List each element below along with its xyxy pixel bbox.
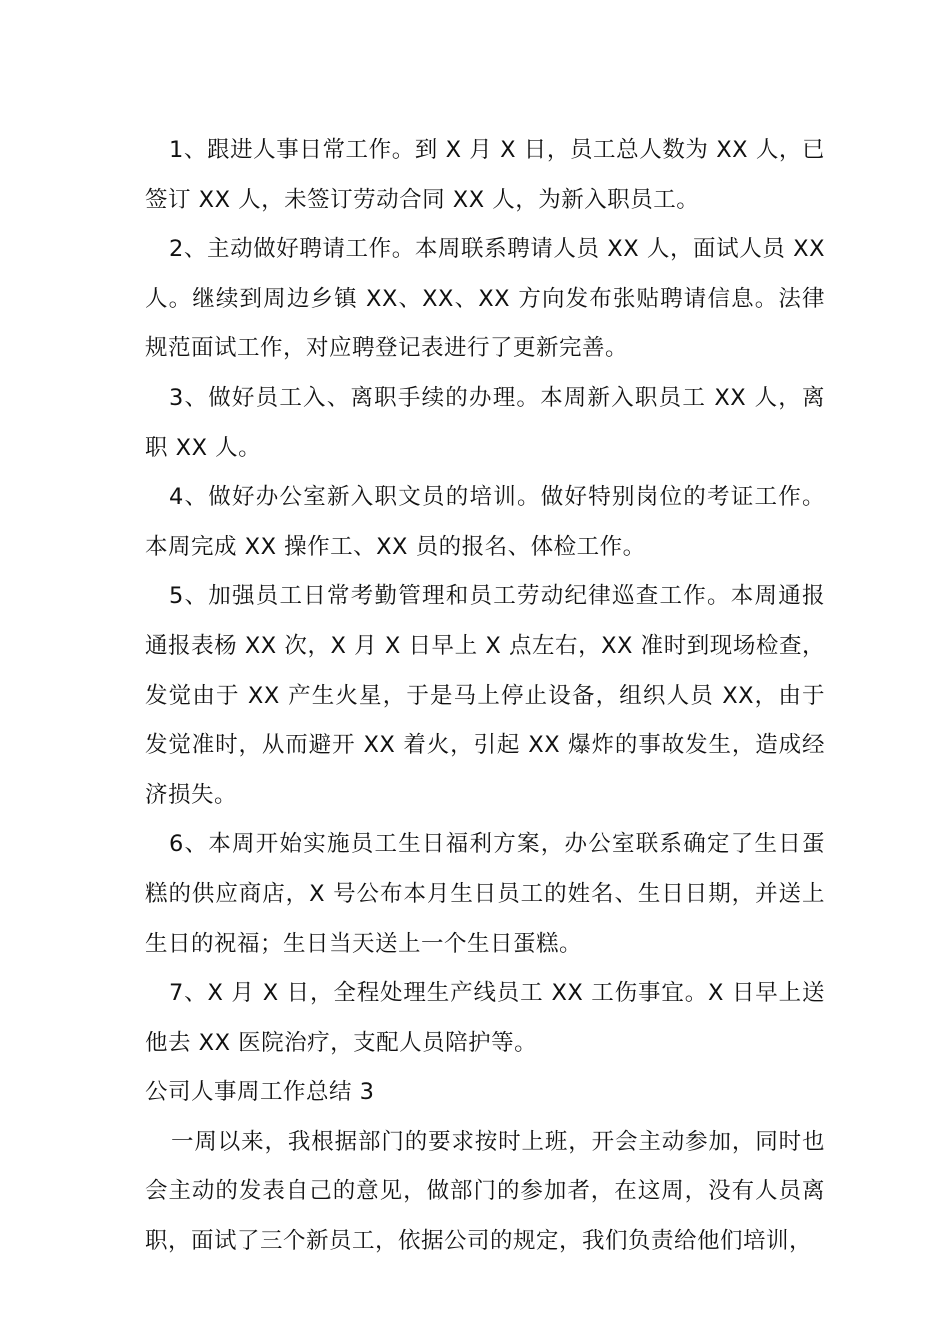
paragraph-3: 3、做好员工入、离职手续的办理。本周新入职员工 XX 人，离职 XX 人。 bbox=[145, 384, 825, 461]
paragraph-1: 1、跟进人事日常工作。到 X 月 X 日，员工总人数为 XX 人，已签订 XX 人，未签订劳动合同 XX 人，为新入职员工。 bbox=[145, 137, 825, 213]
document-body bbox=[145, 126, 825, 1267]
section-heading: 公司人事周工作总结 3 bbox=[145, 1079, 375, 1106]
paragraph-7: 7、X 月 X 日，全程处理生产线员工 XX 工伤事宜。X 日早上送他去 XX 医院治疗，支配人员陪护等。 bbox=[145, 980, 825, 1056]
paragraph-5: 5、加强员工日常考勤管理和员工劳动纪律巡查工作。本周通报通报表杨 XX 次，X 月 X 日早上 X 点左右，XX 准时到现场检查，发觉由于 XX 产生火星，于是马上停止设备，组织人员 XX，由于发觉准时，从而避开 XX 着火，引起 XX 爆炸的事故发生，造成经济损失。 bbox=[145, 583, 825, 808]
paragraph-4: 4、做好办公室新入职文员的培训。做好特别岗位的考证工作。本周完成 XX 操作工、XX 员的报名、体检工作。 bbox=[145, 484, 825, 560]
section-paragraph: 一周以来，我根据部门的要求按时上班，开会主动参加，同时也会主动的发表自己的意见，做部门的参加者，在这周，没有人员离职，面试了三个新员工，依据公司的规定，我们负责给他们培训， bbox=[145, 1128, 825, 1255]
paragraph-6: 6、本周开始实施员工生日福利方案，办公室联系确定了生日蛋糕的供应商店，X 号公布本月生日员工的姓名、生日日期，并送上生日的祝福；生日当天送上一个生日蛋糕。 bbox=[145, 831, 825, 957]
paragraph-2: 2、主动做好聘请工作。本周联系聘请人员 XX 人，面试人员 XX 人。继续到周边乡镇 XX、XX、XX 方向发布张贴聘请信息。法律规范面试工作，对应聘登记表进行了更新完善。 bbox=[145, 236, 825, 362]
